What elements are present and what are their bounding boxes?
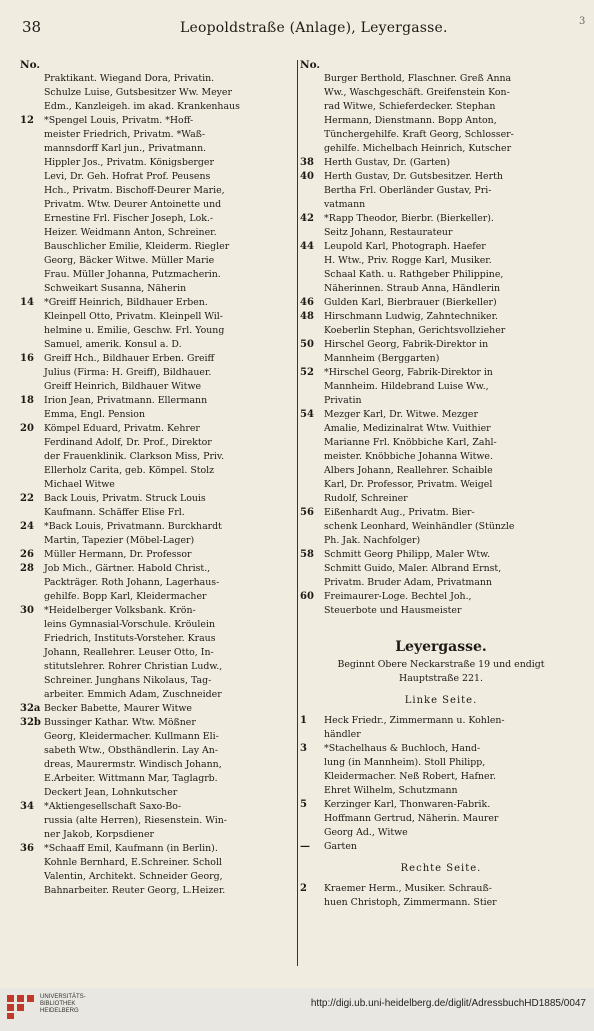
house-number: 14	[20, 297, 34, 308]
directory-entry	[20, 548, 296, 562]
house-number: 16	[20, 353, 34, 364]
house-number: 2	[300, 883, 307, 894]
house-number: 38	[300, 157, 314, 168]
entry-text: Gulden Karl, Bierbrauer (Bierkeller)	[324, 297, 497, 308]
entry-text: Leupold Karl, Photograph. Haefer H. Wtw., Priv. Rogge Karl, Musiker. Schaal Kath. u. Rathgeber Philippine, Näherinnen. Straub Anna, Händlerin	[324, 241, 504, 294]
house-number: 44	[300, 241, 314, 252]
house-number: 32a	[20, 703, 41, 714]
house-number: 46	[300, 297, 314, 308]
column-divider	[297, 60, 298, 966]
entry-text: *Rapp Theodor, Bierbr. (Bierkeller). Seitz Johann, Restaurateur	[324, 213, 494, 238]
entry-text: Herth Gustav, Dr. Gutsbesitzer. Herth Bertha Frl. Oberländer Gustav, Pri- vatmann	[324, 171, 503, 210]
entry-text: Bussinger Kathar. Wtw. Mößner Georg, Kleidermacher. Kullmann Eli- sabeth Wtw., Obsthändlerin. Lay An- dreas, Maurermstr. Windisch Johann, E.Arbeiter. Wittmann Mar, Taglagrb. Deckert Jean, Lohnkutscher	[44, 717, 222, 798]
directory-entry	[300, 590, 582, 618]
house-number: 5	[300, 799, 307, 810]
entry-text: Eißenhardt Aug., Privatm. Bier- schenk Leonhard, Weinhändler (Stünzle Ph. Jak. Nachfolger)	[324, 507, 515, 546]
entry-text: *Spengel Louis, Privatm. *Hoff- meister Friedrich, Privatm. *Waß- mannsdorff Karl jun., Privatmann. Hippler Jos., Privatm. Königsberger Levi, Dr. Geh. Hofrat Prof. Peusens Hch., Privatm. Bischoff-Deurer Marie, Privatm. Wtw. Deurer Antoinette und Ernestine Frl. Fischer Joseph, Lok.- Heizer. Weidmann Anton, Schreiner. Bauschlicher Emilie, Kleiderm. Riegler Georg, Bäcker Witwe. Müller Marie Frau. Müller Johanna, Putzmacherin. Schweikart Susanna, Näherin	[44, 115, 230, 294]
directory-entry	[300, 882, 582, 910]
entry-text: Job Mich., Gärtner. Habold Christ., Packträger. Roth Johann, Lagerhaus- gehilfe. Bopp Karl, Kleidermacher	[44, 563, 220, 602]
house-number: 58	[300, 549, 314, 560]
page-title: Leopoldstraße (Anlage), Leyergasse.	[180, 20, 448, 36]
directory-entry	[300, 798, 582, 840]
left-no-label: No.	[20, 59, 41, 71]
directory-entry	[300, 408, 582, 506]
entry-text: Mezger Karl, Dr. Witwe. Mezger Amalie, Medizinalrat Wtw. Vuithier Marianne Frl. Knöbbiche Karl, Zahl- meister. Knöbbiche Johanna Witwe. Albers Johann, Reallehrer. Schaible Karl, Dr. Professor, Privatm. Weigel Rudolf, Schreiner	[324, 409, 497, 504]
entry-text: Becker Babette, Maurer Witwe	[44, 703, 192, 714]
house-number: 22	[20, 493, 34, 504]
footer-bar	[0, 988, 594, 1031]
right-column	[300, 58, 582, 910]
entry-text: Greiff Hch., Bildhauer Erben. Greiff Julius (Firma: H. Greiff), Bildhauer. Greiff Heinrich, Bildhauer Witwe	[44, 353, 215, 392]
directory-entry	[20, 520, 296, 548]
entry-text: Kömpel Eduard, Privatm. Kehrer Ferdinand Adolf, Dr. Prof., Direktor der Frauenklinik. Clarkson Miss, Priv. Ellerholz Carita, geb. Kömpel. Stolz Michael Witwe	[44, 423, 225, 490]
directory-entry	[20, 422, 296, 492]
entry-text: *Schaaff Emil, Kaufmann (in Berlin). Kohnle Bernhard, E.Schreiner. Scholl Valentin, Architekt. Schneider Georg, Bahnarbeiter. Reuter Georg, L.Heizer.	[44, 843, 226, 896]
house-number: 34	[20, 801, 34, 812]
left-entries	[20, 72, 296, 898]
house-number: 50	[300, 339, 314, 350]
section-left-entries	[300, 714, 582, 854]
house-number: 56	[300, 507, 314, 518]
house-number: 1	[300, 715, 307, 726]
house-number: 3	[300, 743, 307, 754]
directory-entry	[300, 296, 582, 310]
left-side-heading: Linke Seite.	[404, 695, 478, 706]
directory-entry	[20, 72, 296, 114]
entry-text: Garten	[324, 841, 357, 852]
house-number: 52	[300, 367, 314, 378]
entry-text: Back Louis, Privatm. Struck Louis Kaufmann. Schäffer Elise Frl.	[44, 493, 206, 518]
directory-entry	[20, 114, 296, 296]
directory-entry	[20, 604, 296, 702]
house-number: —	[300, 841, 310, 852]
directory-entry	[20, 716, 296, 800]
section-note: Beginnt Obere Neckarstraße 19 und endigt Hauptstraße 221.	[337, 659, 545, 684]
entry-text: *Hirschel Georg, Fabrik-Direktor in Mannheim. Hildebrand Luise Ww., Privatin	[324, 367, 493, 406]
directory-entry	[300, 170, 582, 212]
house-number: 48	[300, 311, 314, 322]
directory-entry	[20, 394, 296, 422]
entry-text: *Greiff Heinrich, Bildhauer Erben. Kleinpell Otto, Privatm. Kleinpell Wil- helmine u. Emilie, Geschw. Frl. Young Samuel, amerik. Konsul a. D.	[44, 297, 225, 350]
house-number: 60	[300, 591, 314, 602]
page-number: 38	[22, 18, 42, 36]
entry-text: *Stachelhaus & Buchloch, Hand- lung (in Mannheim). Stoll Philipp, Kleidermacher. Neß Robert, Hafner. Ehret Wilhelm, Schutzmann	[324, 743, 497, 796]
directory-entry	[300, 156, 582, 170]
edge-mark: 3	[579, 16, 586, 27]
house-number: 28	[20, 563, 34, 574]
directory-entry	[300, 310, 582, 338]
right-side-heading: Rechte Seite.	[400, 863, 482, 874]
house-number: 42	[300, 213, 314, 224]
directory-entry	[20, 296, 296, 352]
directory-entry	[300, 742, 582, 798]
page-header	[0, 12, 594, 40]
library-name: UNIVERSITÄTS- BIBLIOTHEK HEIDELBERG	[40, 994, 86, 1014]
entry-text: Irion Jean, Privatmann. Ellermann Emma, Engl. Pension	[44, 395, 208, 420]
entry-text: Praktikant. Wiegand Dora, Privatin. Schulze Luise, Gutsbesitzer Ww. Meyer Edm., Kanzleigeh. im akad. Krankenhaus	[44, 73, 240, 112]
directory-entry	[20, 492, 296, 520]
directory-entry	[20, 352, 296, 394]
entry-text: Heck Friedr., Zimmermann u. Kohlen- händler	[324, 715, 505, 740]
entry-text: Freimaurer-Loge. Bechtel Joh., Steuerbote und Hausmeister	[324, 591, 472, 616]
directory-entry	[300, 366, 582, 408]
house-number: 24	[20, 521, 34, 532]
house-number: 36	[20, 843, 34, 854]
house-number: 20	[20, 423, 34, 434]
directory-entry	[300, 506, 582, 548]
entry-text: Burger Berthold, Flaschner. Greß Anna Ww., Waschgeschäft. Greifenstein Kon- rad Witwe, Schieferdecker. Stephan Hermann, Dienstmann. Bopp Anton, Tünchergehilfe. Kraft Georg, Schlosser- gehilfe. Michelbach Heinrich, Kutscher	[324, 73, 514, 154]
house-number: 26	[20, 549, 34, 560]
entry-text: *Heidelberger Volksbank. Krön- leins Gymnasial-Vorschule. Kröulein Friedrich, Instituts-Vorsteher. Kraus Johann, Reallehrer. Leuser Otto, In- stitutslehrer. Rohrer Christian Ludw., Schreiner. Junghans Nikolaus, Tag- arbeiter. Emmich Adam, Zuschneider	[44, 605, 223, 700]
house-number: 30	[20, 605, 34, 616]
directory-entry	[300, 548, 582, 590]
house-number: 40	[300, 171, 314, 182]
entry-text: *Aktiengesellschaft Saxo-Bo- russia (alte Herren), Riesenstein. Win- ner Jakob, Korpsdiener	[44, 801, 227, 840]
right-entries	[300, 72, 582, 618]
house-number: 54	[300, 409, 314, 420]
left-column	[20, 58, 296, 898]
directory-entry	[20, 562, 296, 604]
directory-entry	[300, 714, 582, 742]
entry-text: Kraemer Herm., Musiker. Schrauß- huen Christoph, Zimmermann. Stier	[324, 883, 497, 908]
entry-text: Müller Hermann, Dr. Professor	[44, 549, 192, 560]
section-right-entries	[300, 882, 582, 910]
directory-entry	[300, 72, 582, 156]
library-logo-icon	[6, 994, 36, 1020]
directory-entry	[20, 702, 296, 716]
directory-entry	[300, 212, 582, 240]
directory-entry	[300, 338, 582, 366]
directory-entry	[20, 800, 296, 842]
entry-text: Hirschmann Ludwig, Zahntechniker. Koeberlin Stephan, Gerichtsvollzieher	[324, 311, 506, 336]
directory-entry	[300, 240, 582, 296]
directory-entry	[20, 842, 296, 898]
house-number: 32b	[20, 717, 41, 728]
house-number: 18	[20, 395, 34, 406]
section-title: Leyergasse.	[395, 639, 487, 655]
house-number: 12	[20, 115, 34, 126]
directory-entry	[300, 840, 582, 854]
right-no-label: No.	[300, 59, 321, 71]
source-url-link[interactable]: http://digi.ub.uni-heidelberg.de/diglit/AdressbuchHD1885/0047	[310, 998, 586, 1009]
entry-text: *Back Louis, Privatmann. Burckhardt Martin, Tapezier (Möbel-Lager)	[44, 521, 222, 546]
entry-text: Herth Gustav, Dr. (Garten)	[324, 157, 450, 168]
entry-text: Hirschel Georg, Fabrik-Direktor in Mannheim (Berggarten)	[324, 339, 489, 364]
entry-text: Schmitt Georg Philipp, Maler Wtw. Schmitt Guido, Maler. Albrand Ernst, Privatm. Bruder Adam, Privatmann	[324, 549, 502, 588]
entry-text: Kerzinger Karl, Thonwaren-Fabrik. Hoffmann Gertrud, Näherin. Maurer Georg Ad., Witwe	[324, 799, 499, 838]
